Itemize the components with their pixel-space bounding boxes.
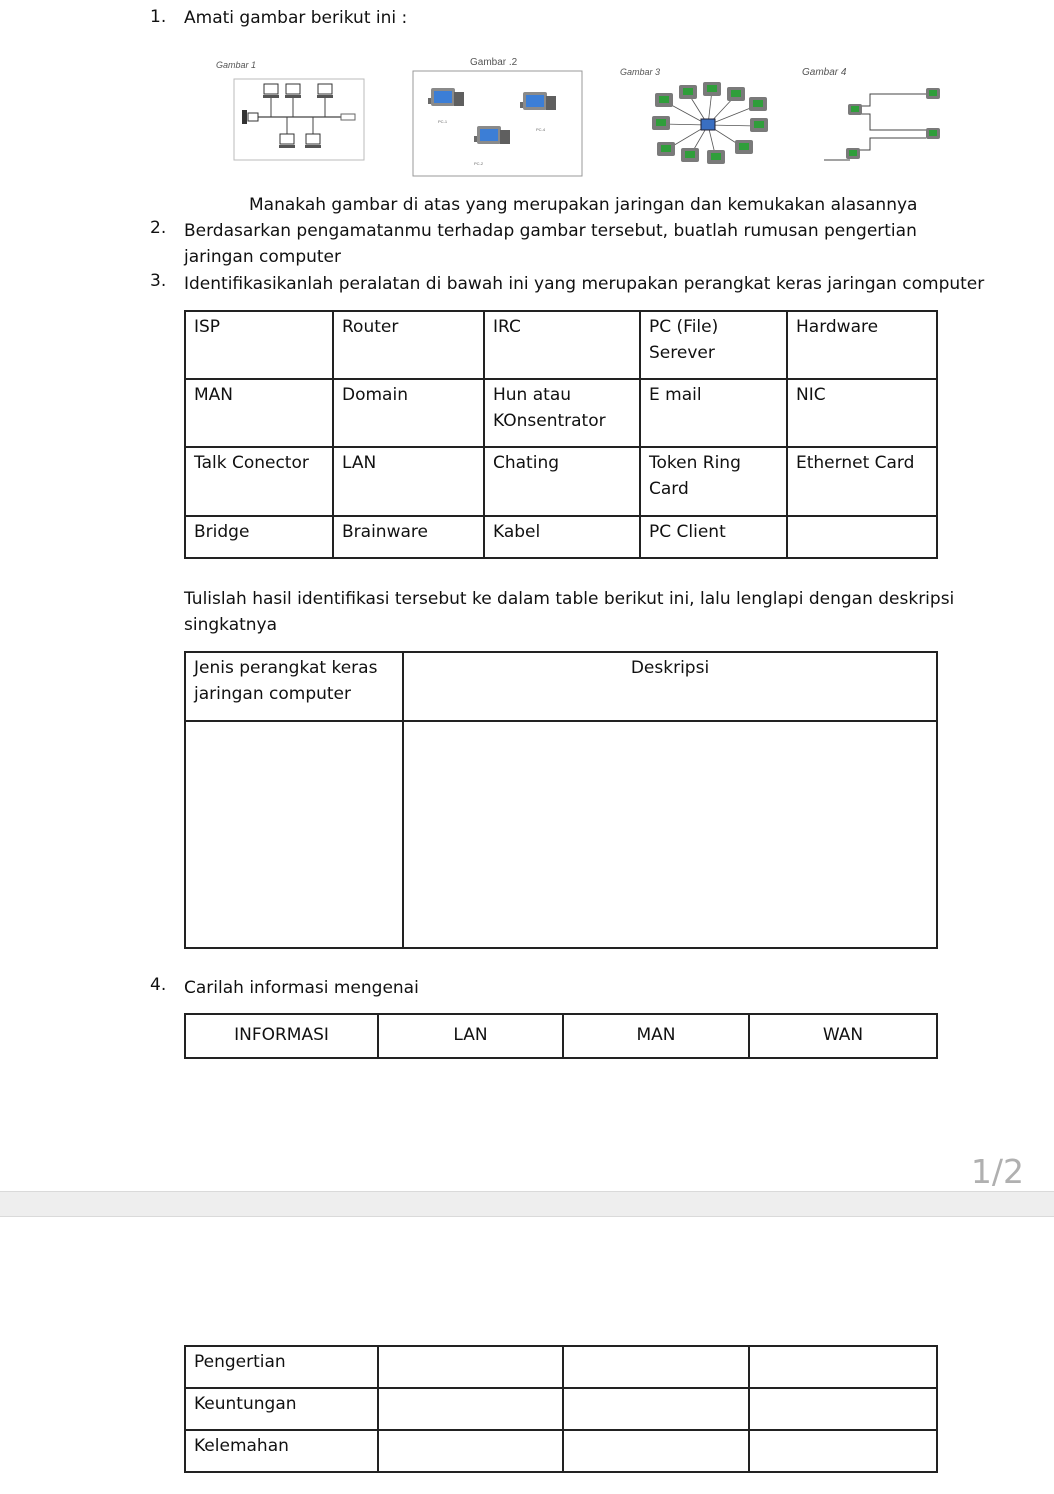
item-cell: ISP bbox=[185, 311, 333, 379]
table-row bbox=[185, 516, 937, 558]
table-row bbox=[185, 1014, 937, 1058]
q3-instruction-line-1: Tulislah hasil identifikasi tersebut ke dalam table berikut ini, lalu lenglapi dengan deskripsi bbox=[184, 589, 955, 609]
item-cell: PC (File) Serever bbox=[640, 311, 787, 379]
item-cell: Kabel bbox=[484, 516, 640, 558]
item-cell: IRC bbox=[484, 311, 640, 379]
fig1-pc-2 bbox=[285, 84, 301, 98]
table-row bbox=[185, 1388, 937, 1430]
info-cell[interactable] bbox=[749, 1388, 937, 1430]
table-row bbox=[185, 311, 937, 379]
item-cell: Bridge bbox=[185, 516, 333, 558]
figure-4-caption: Gambar 4 bbox=[802, 67, 847, 78]
info-header-wan: WAN bbox=[749, 1014, 937, 1058]
info-cell[interactable] bbox=[378, 1388, 563, 1430]
figure-2-caption: Gambar .2 bbox=[470, 57, 518, 68]
q3-text: Identifikasikanlah peralatan di bawah ini yang merupakan perangkat keras jaringan computer bbox=[184, 274, 985, 294]
q4-text: Carilah informasi mengenai bbox=[184, 978, 419, 998]
item-cell: Domain bbox=[333, 379, 484, 447]
table-row bbox=[185, 379, 937, 447]
item-cell: PC Client bbox=[640, 516, 787, 558]
fig2-label-pc2: PC-2 bbox=[474, 161, 484, 166]
q1-question: Manakah gambar di atas yang merupakan jaringan dan kemukakan alasannya bbox=[249, 195, 918, 215]
hardware-items-table bbox=[184, 310, 938, 559]
info-cell[interactable] bbox=[378, 1430, 563, 1472]
item-cell bbox=[787, 516, 937, 558]
info-header-informasi: INFORMASI bbox=[185, 1014, 378, 1058]
figure-1-caption: Gambar 1 bbox=[216, 60, 257, 70]
table-row bbox=[185, 447, 937, 516]
fig1-pc-1 bbox=[263, 84, 279, 98]
figure-1-bus-network bbox=[233, 76, 366, 162]
item-cell: E mail bbox=[640, 379, 787, 447]
item-cell: Talk Conector bbox=[185, 447, 333, 516]
info-cell[interactable] bbox=[749, 1430, 937, 1472]
q2-line-1: Berdasarkan pengamatanmu terhadap gambar tersebut, buatlah rumusan pengertian bbox=[184, 221, 917, 241]
page-indicator: 1/2 bbox=[970, 1152, 1024, 1191]
item-cell: Hardware bbox=[787, 311, 937, 379]
info-table-header bbox=[184, 1013, 938, 1059]
item-cell: Brainware bbox=[333, 516, 484, 558]
page-break bbox=[0, 1191, 1054, 1217]
item-cell: Chating bbox=[484, 447, 640, 516]
item-cell: NIC bbox=[787, 379, 937, 447]
info-cell[interactable] bbox=[749, 1346, 937, 1388]
fig2-label-pc1: PC-1 bbox=[438, 119, 448, 124]
figure-2-standalone-pcs bbox=[412, 70, 584, 178]
answer-header-deskripsi: Deskripsi bbox=[403, 652, 937, 721]
item-cell: Ethernet Card bbox=[787, 447, 937, 516]
q3-number: 3. bbox=[150, 271, 167, 291]
q1-text: Amati gambar berikut ini : bbox=[184, 8, 408, 28]
fig3-hub bbox=[701, 119, 715, 130]
figure-3-caption: Gambar 3 bbox=[620, 67, 661, 77]
info-cell[interactable] bbox=[378, 1346, 563, 1388]
table-row bbox=[185, 721, 937, 948]
table-row bbox=[185, 652, 937, 721]
figure-3-star-network bbox=[646, 78, 776, 170]
info-table-continued bbox=[184, 1345, 938, 1473]
q1-number: 1. bbox=[150, 7, 167, 27]
fig2-label-pc4: PC-4 bbox=[536, 127, 546, 132]
table-row bbox=[185, 1346, 937, 1388]
q4-number: 4. bbox=[150, 975, 167, 995]
q3-instruction-line-2: singkatnya bbox=[184, 615, 278, 635]
fig1-pc-4 bbox=[279, 134, 295, 148]
answer-cell-deskripsi[interactable] bbox=[403, 721, 937, 948]
q2-number: 2. bbox=[150, 218, 167, 238]
info-cell[interactable] bbox=[563, 1430, 749, 1472]
answer-header-jenis: Jenis perangkat keras jaringan computer bbox=[185, 652, 403, 721]
info-row-kelemahan: Kelemahan bbox=[185, 1430, 378, 1472]
info-row-pengertian: Pengertian bbox=[185, 1346, 378, 1388]
info-row-keuntungan: Keuntungan bbox=[185, 1388, 378, 1430]
item-cell: MAN bbox=[185, 379, 333, 447]
item-cell: Token Ring Card bbox=[640, 447, 787, 516]
fig1-terminator bbox=[341, 114, 355, 120]
info-cell[interactable] bbox=[563, 1388, 749, 1430]
figure-4-connected-network bbox=[822, 82, 950, 166]
info-header-lan: LAN bbox=[378, 1014, 563, 1058]
fig1-pc-3 bbox=[317, 84, 333, 98]
table-row bbox=[185, 1430, 937, 1472]
answer-table bbox=[184, 651, 938, 949]
fig1-pc-5 bbox=[305, 134, 321, 148]
answer-cell-jenis[interactable] bbox=[185, 721, 403, 948]
q2-line-2: jaringan computer bbox=[184, 247, 342, 267]
item-cell: Router bbox=[333, 311, 484, 379]
item-cell: LAN bbox=[333, 447, 484, 516]
info-cell[interactable] bbox=[563, 1346, 749, 1388]
info-header-man: MAN bbox=[563, 1014, 749, 1058]
item-cell: Hun atau KOnsentrator bbox=[484, 379, 640, 447]
